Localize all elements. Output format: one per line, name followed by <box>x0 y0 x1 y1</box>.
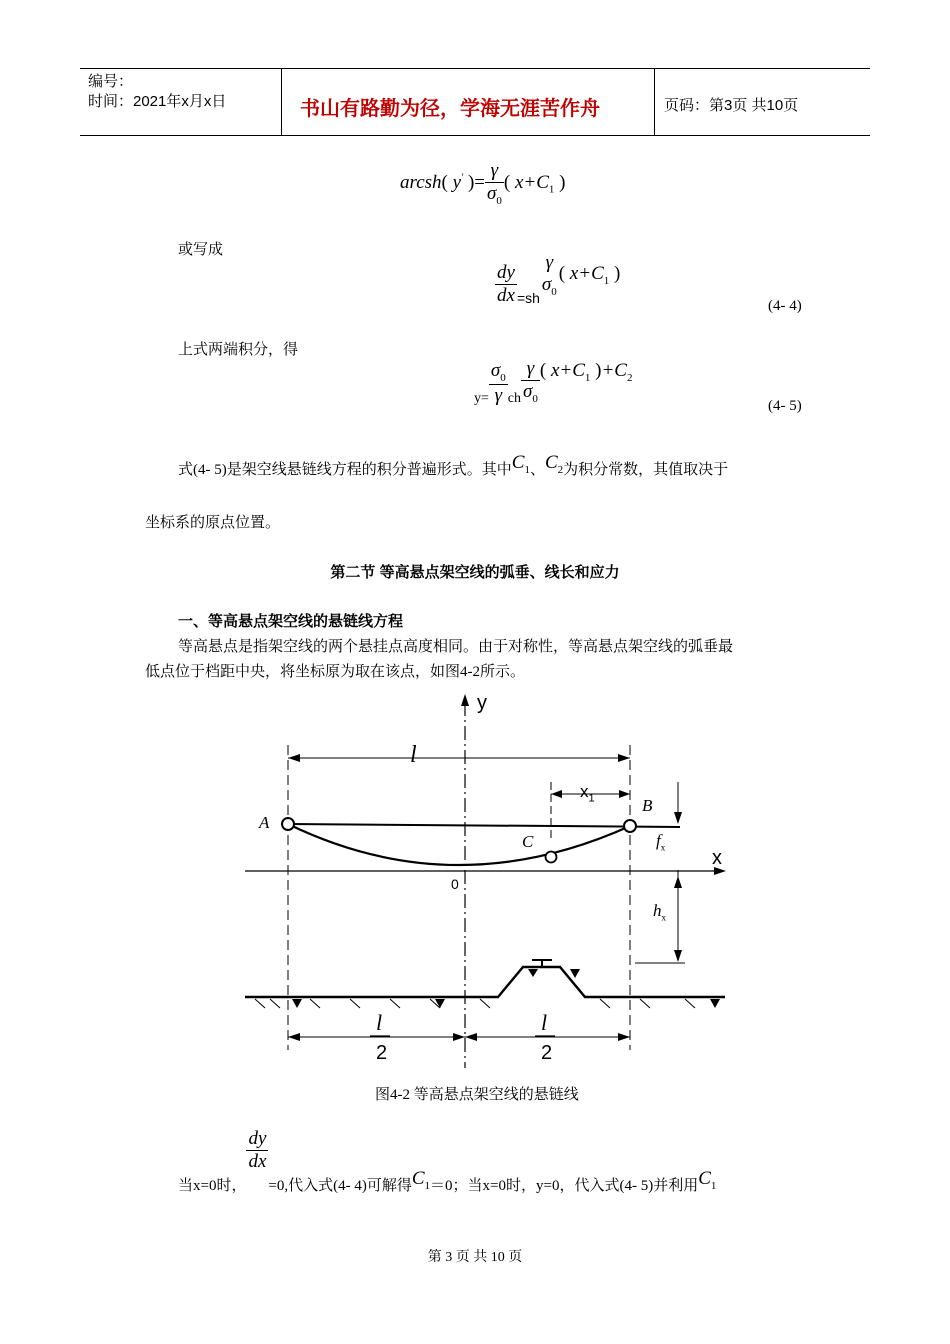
figure-half-right-den: 2 <box>541 1042 553 1064</box>
ground-profile <box>245 967 725 997</box>
equation-4-4: $\frac{dy}{dx}$ $_{=sh}$ γ $\sigma_0$ ( $x+C_1$ ) <box>497 252 621 307</box>
point-b <box>624 820 636 832</box>
section-title: 第二节 等高悬点架空线的弧垂、线长和应力 <box>330 564 620 581</box>
figure-fx-label: $f_x$ <box>656 831 666 853</box>
paragraph-integration-constants: 式(4- 5)是架空线悬链线方程的积分普遍形式。其中$C_1$、$C_2$为积分常数，其值取决于 <box>178 452 729 478</box>
equation-arcsh: arcsh( y' )= $\frac{\gamma}{\sigma_0}$ ( $x+C_1$ ) <box>400 160 566 207</box>
figure-c-label: C <box>522 832 534 851</box>
header-top-rule <box>80 68 870 69</box>
header-number: 编号： <box>88 73 134 90</box>
figure-a-label: A <box>259 813 270 832</box>
page-footer: 第 3 页 共 10 页 <box>427 1250 523 1265</box>
chord-line <box>288 824 680 827</box>
figure-x-label: x <box>712 847 722 869</box>
figure-half-right-num: l <box>541 1010 548 1035</box>
header-page-info: 页码：第3页 共10页 <box>664 97 799 114</box>
y-axis-arrow <box>461 694 469 706</box>
figure-y-label: y <box>477 692 487 714</box>
point-c <box>546 852 557 863</box>
figure-half-left-den: 2 <box>376 1042 388 1064</box>
figure-b-label: B <box>642 796 653 815</box>
equation-4-5: $_{y=}$ $\frac{\sigma_0}{\gamma}$ $_{ch}$ $\frac{\gamma}{\sigma_0}$ ( $x+C_1$ )$+C_2$ <box>474 358 633 406</box>
header-divider-left <box>281 68 282 136</box>
subsection-title: 一、等高悬点架空线的悬链线方程 <box>178 613 404 630</box>
figure-x1-label: $x_1$ <box>580 782 595 805</box>
header-motto: 书山有路勤为径，学海无涯苦作舟 <box>300 98 600 120</box>
figure-origin-label: 0 <box>451 876 459 892</box>
equation-4-4-label: (4- 4) <box>768 298 802 314</box>
figure-hx-label: $h_x$ <box>653 901 666 923</box>
equation-4-5-label: (4- 5) <box>768 398 802 414</box>
catenary-curve <box>288 824 630 865</box>
paragraph-solve-constant: 当x=0时， $\frac{dy}{dx}$ =0,代入式(4- 4)可解得$C_1=0$；当x=0时，y=0，代入式(4- 5)并利用$C_1$ <box>178 1128 717 1194</box>
text-integrate: 上式两端积分，得 <box>178 342 299 358</box>
paragraph-equal-height-line1: 等高悬点是指架空线的两个悬挂点高度相同。由于对称性，等高悬点架空线的弧垂最 <box>178 639 734 655</box>
paragraph-equal-height-line2: 低点位于档距中央，将坐标原为取在该点，如图4-2所示。 <box>145 664 525 680</box>
header-bottom-rule <box>80 135 870 136</box>
figure-half-left-num: l <box>376 1010 383 1035</box>
figure-catenary <box>240 690 740 1075</box>
text-or-written: 或写成 <box>178 242 224 258</box>
figure-caption: 图4-2 等高悬点架空线的悬链线 <box>375 1087 579 1103</box>
paragraph-integration-constants-line2: 坐标系的原点位置。 <box>145 515 281 531</box>
header-divider-right <box>654 68 655 136</box>
header-time: 时间：2021年x月x日 <box>88 93 227 110</box>
point-a <box>282 818 294 830</box>
ground-hatching <box>255 999 695 1008</box>
figure-span-label: l <box>410 742 417 768</box>
